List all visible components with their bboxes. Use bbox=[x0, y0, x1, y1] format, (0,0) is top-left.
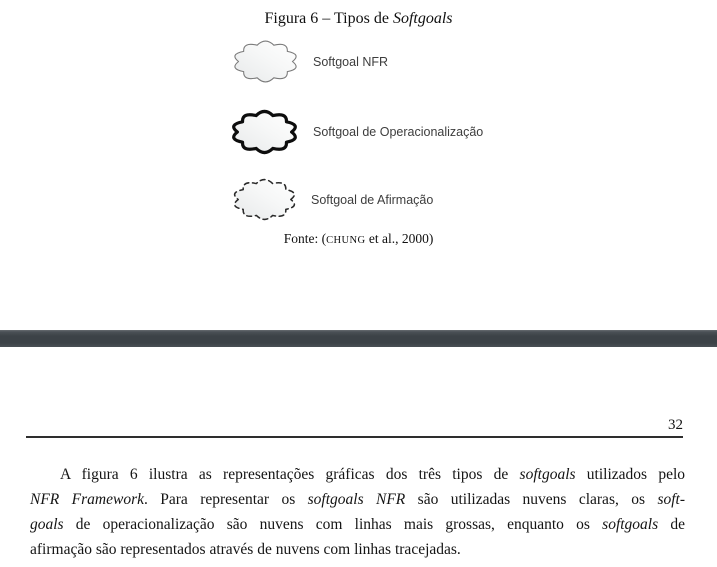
legend-row-operacionalizacao bbox=[229, 103, 483, 161]
legend-label-afirmacao: Softgoal de Afirmação bbox=[311, 192, 434, 207]
figure-source bbox=[0, 231, 717, 247]
text-segment-italic: goals bbox=[30, 516, 64, 533]
page-number: 32 bbox=[668, 417, 683, 433]
cloud-dashed-icon bbox=[231, 174, 298, 225]
figure-source-author: CHUNG bbox=[326, 235, 366, 246]
text-segment: utilizados pelo bbox=[575, 466, 685, 483]
figure-source-suffix: et al., 2000) bbox=[365, 231, 434, 246]
text-line-4 bbox=[30, 537, 685, 562]
legend-row-nfr bbox=[231, 37, 388, 86]
figure-source-prefix: Fonte: ( bbox=[283, 231, 327, 246]
text-segment-italic: softgoals bbox=[602, 516, 659, 533]
text-segment: de operacionalização são nuvens com linhas mais grossas, enquanto os bbox=[63, 516, 603, 533]
text-segment-italic: softgoals bbox=[519, 466, 576, 483]
text-line-3 bbox=[30, 512, 685, 537]
figure-caption-italic: Softgoals bbox=[392, 10, 453, 27]
legend-label-operacionalizacao: Softgoal de Operacionalização bbox=[313, 125, 484, 139]
paragraph bbox=[30, 462, 685, 562]
text-line-1 bbox=[30, 462, 685, 487]
text-segment-italic: soft- bbox=[657, 491, 685, 508]
cloud-light-icon bbox=[231, 37, 300, 86]
text-segment: afirmação são representados através de nuvens com linhas tracejadas. bbox=[30, 541, 461, 558]
text-segment-italic: softgoals NFR bbox=[307, 491, 406, 508]
text-segment: são utilizadas nuvens claras, os bbox=[405, 491, 658, 508]
text-line-2 bbox=[30, 487, 685, 512]
figure-caption-text: Figura 6 – Tipos de bbox=[264, 10, 393, 27]
text-segment: de bbox=[658, 516, 685, 533]
legend-row-afirmacao bbox=[231, 174, 433, 225]
legend-label-nfr: Softgoal NFR bbox=[313, 54, 389, 69]
text-segment-italic: NFR Framework bbox=[30, 491, 144, 508]
page-separator bbox=[0, 330, 717, 347]
figure-caption bbox=[0, 10, 717, 28]
cloud-bold-icon bbox=[229, 103, 300, 161]
text-segment: . Para representar os bbox=[144, 491, 308, 508]
header-rule bbox=[26, 436, 683, 438]
text-segment: A figura 6 ilustra as representações gráficas dos três tipos de bbox=[60, 466, 520, 483]
